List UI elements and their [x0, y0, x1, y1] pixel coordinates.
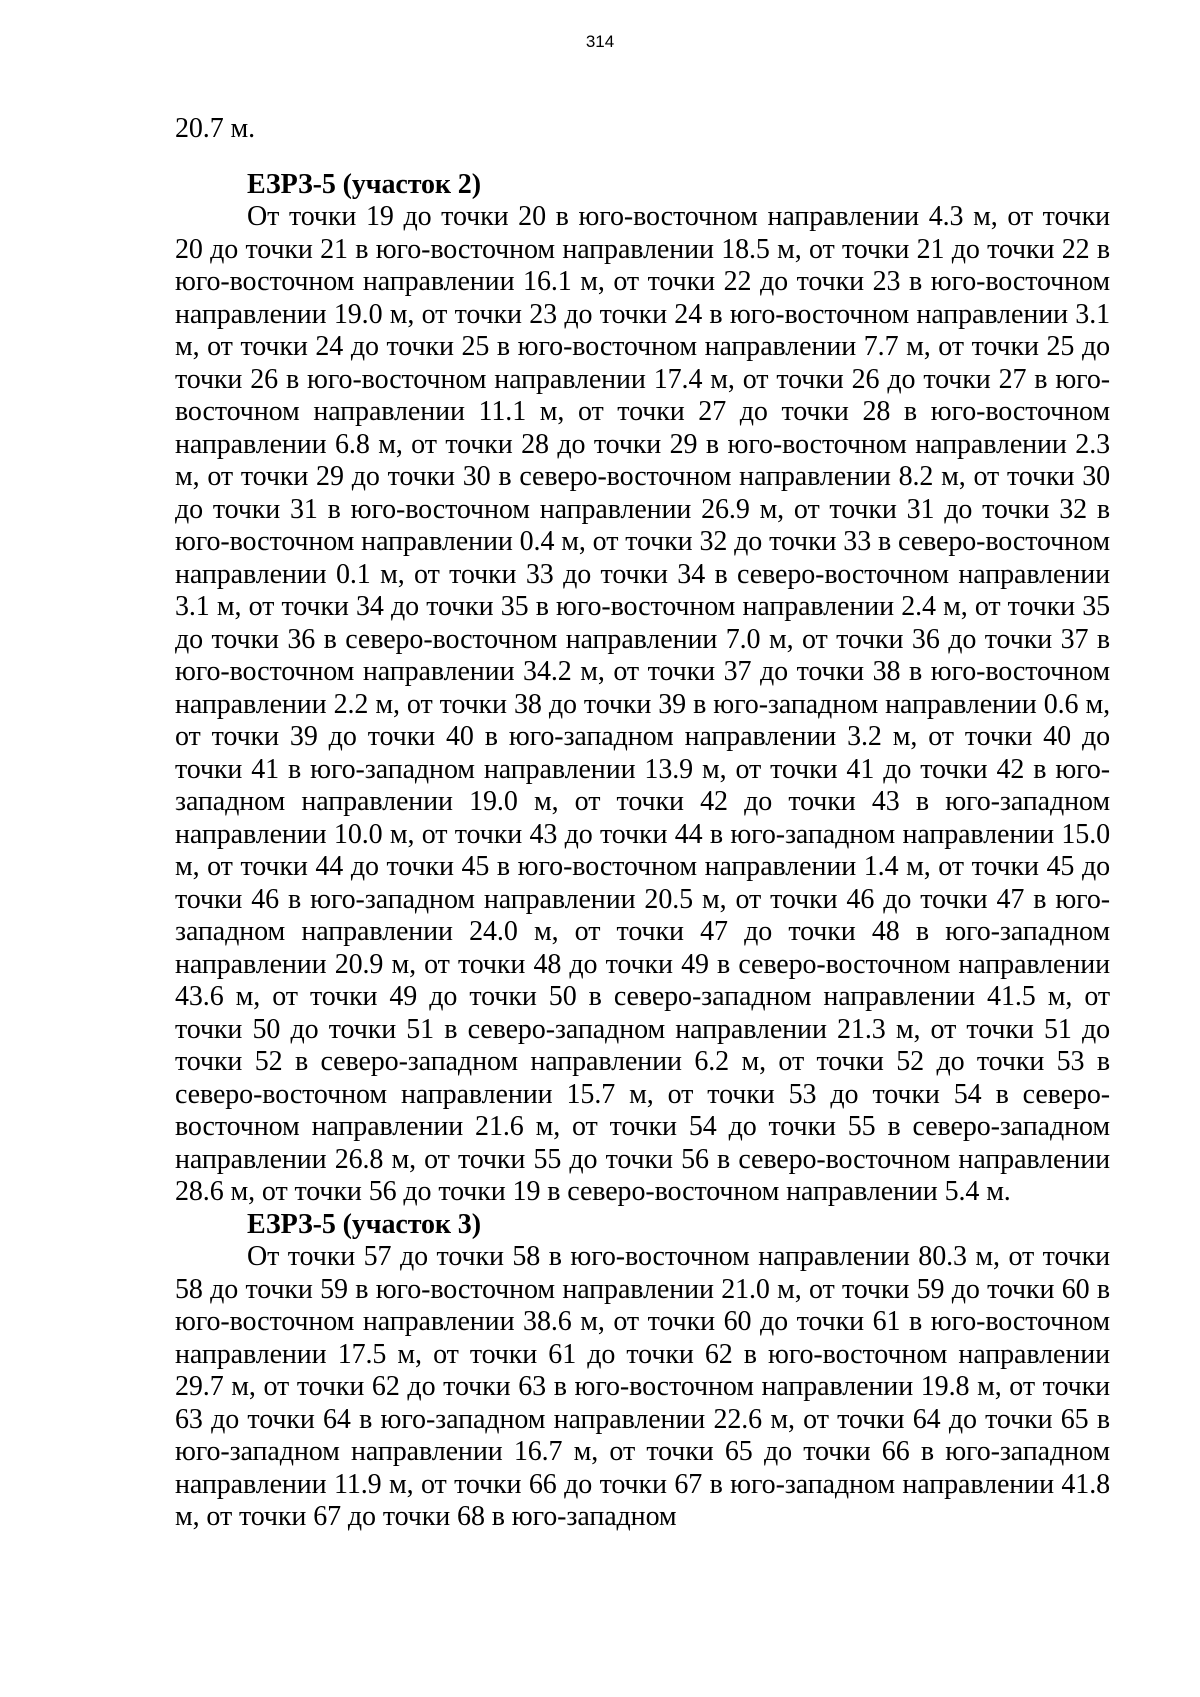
section-paragraph-plot-2: От точки 19 до точки 20 в юго-восточном направлении 4.3 м, от точки 20 до точки 21 в юго-восточном направлении 18.5 м, от точки 21 до точки 22 в юго-восточном направлении 16.1 м, от точки 22 до точки 23 в юго-восточном направлении 19.0 м, от точки 23 до точки 24 в юго-восточном направлении 3.1 м, от точки 24 до точки 25 в юго-восточном направлении 7.7 м, от точки 25 до точки 26 в юго-восточном направлении 17.4 м, от точки 26 до точки 27 в юго-восточном направлении 11.1 м, от точки 27 до точки 28 в юго-восточном направлении 6.8 м, от точки 28 до точки 29 в юго-восточном направлении 2.3 м, от точки 29 до точки 30 в северо-восточном направлении 8.2 м, от точки 30 до точки 31 в юго-восточном направлении 26.9 м, от точки 31 до точки 32 в юго-восточном направлении 0.4 м, от точки 32 до точки 33 в северо-восточном направлении 0.1 м, от точки 33 до точки 34 в северо-восточном направлении 3.1 м, от точки 34 до точки 35 в юго-восточном направлении 2.4 м, от точки 35 до точки 36 в северо-восточном направлении 7.0 м, от точки 36 до точки 37 в юго-восточном направлении 34.2 м, от точки 37 до точки 38 в юго-восточном направлении 2.2 м, от точки 38 до точки 39 в юго-западном направлении 0.6 м, от точки 39 до точки 40 в юго-западном направлении 3.2 м, от точки 40 до точки 41 в юго-западном направлении 13.9 м, от точки 41 до точки 42 в юго-западном направлении 19.0 м, от точки 42 до точки 43 в юго-западном направлении 10.0 м, от точки 43 до точки 44 в юго-западном направлении 15.0 м, от точки 44 до точки 45 в юго-восточном направлении 1.4 м, от точки 45 до точки 46 в юго-западном направлении 20.5 м, от точки 46 до точки 47 в юго-западном направлении 24.0 м, от точки 47 до точки 48 в юго-западном направлении 20.9 м, от точки 48 до точки 49 в северо-восточном направлении 43.6 м, от точки 49 до точки 50 в северо-западном направлении 41.5 м, от точки 50 до точки 51 в северо-западном направлении 21.3 м, от точки 51 до точки 52 в северо-западном направлении 6.2 м, от точки 52 до точки 53 в северо-восточном направлении 15.7 м, от точки 53 до точки 54 в северо-восточном направлении 21.6 м, от точки 54 до точки 55 в северо-западном направлении 26.8 м, от точки 55 до точки 56 в северо-восточном направлении 28.6 м, от точки 56 до точки 19 в северо-восточном направлении 5.4 м. — [175, 201, 1110, 1207]
section-heading-plot-2: ЕЗРЗ-5 (участок 2) — [247, 168, 481, 200]
section-paragraph-plot-3: От точки 57 до точки 58 в юго-восточном направлении 80.3 м, от точки 58 до точки 59 в юго-восточном направлении 21.0 м, от точки 59 до точки 60 в юго-восточном направлении 38.6 м, от точки 60 до точки 61 в юго-восточном направлении 17.5 м, от точки 61 до точки 62 в юго-восточном направлении 29.7 м, от точки 62 до точки 63 в юго-восточном направлении 19.8 м, от точки 63 до точки 64 в юго-западном направлении 22.6 м, от точки 64 до точки 65 в юго-западном направлении 16.7 м, от точки 65 до точки 66 в юго-западном направлении 11.9 м, от точки 66 до точки 67 в юго-западном направлении 41.8 м, от точки 67 до точки 68 в юго-западном — [175, 1241, 1110, 1532]
section-spacer — [175, 146, 1110, 169]
section-heading-plot-3: ЕЗРЗ-5 (участок 3) — [247, 1208, 481, 1240]
document-body — [175, 113, 1110, 1534]
page-number: 314 — [585, 32, 615, 51]
lead-paragraph: 20.7 м. — [175, 113, 256, 144]
